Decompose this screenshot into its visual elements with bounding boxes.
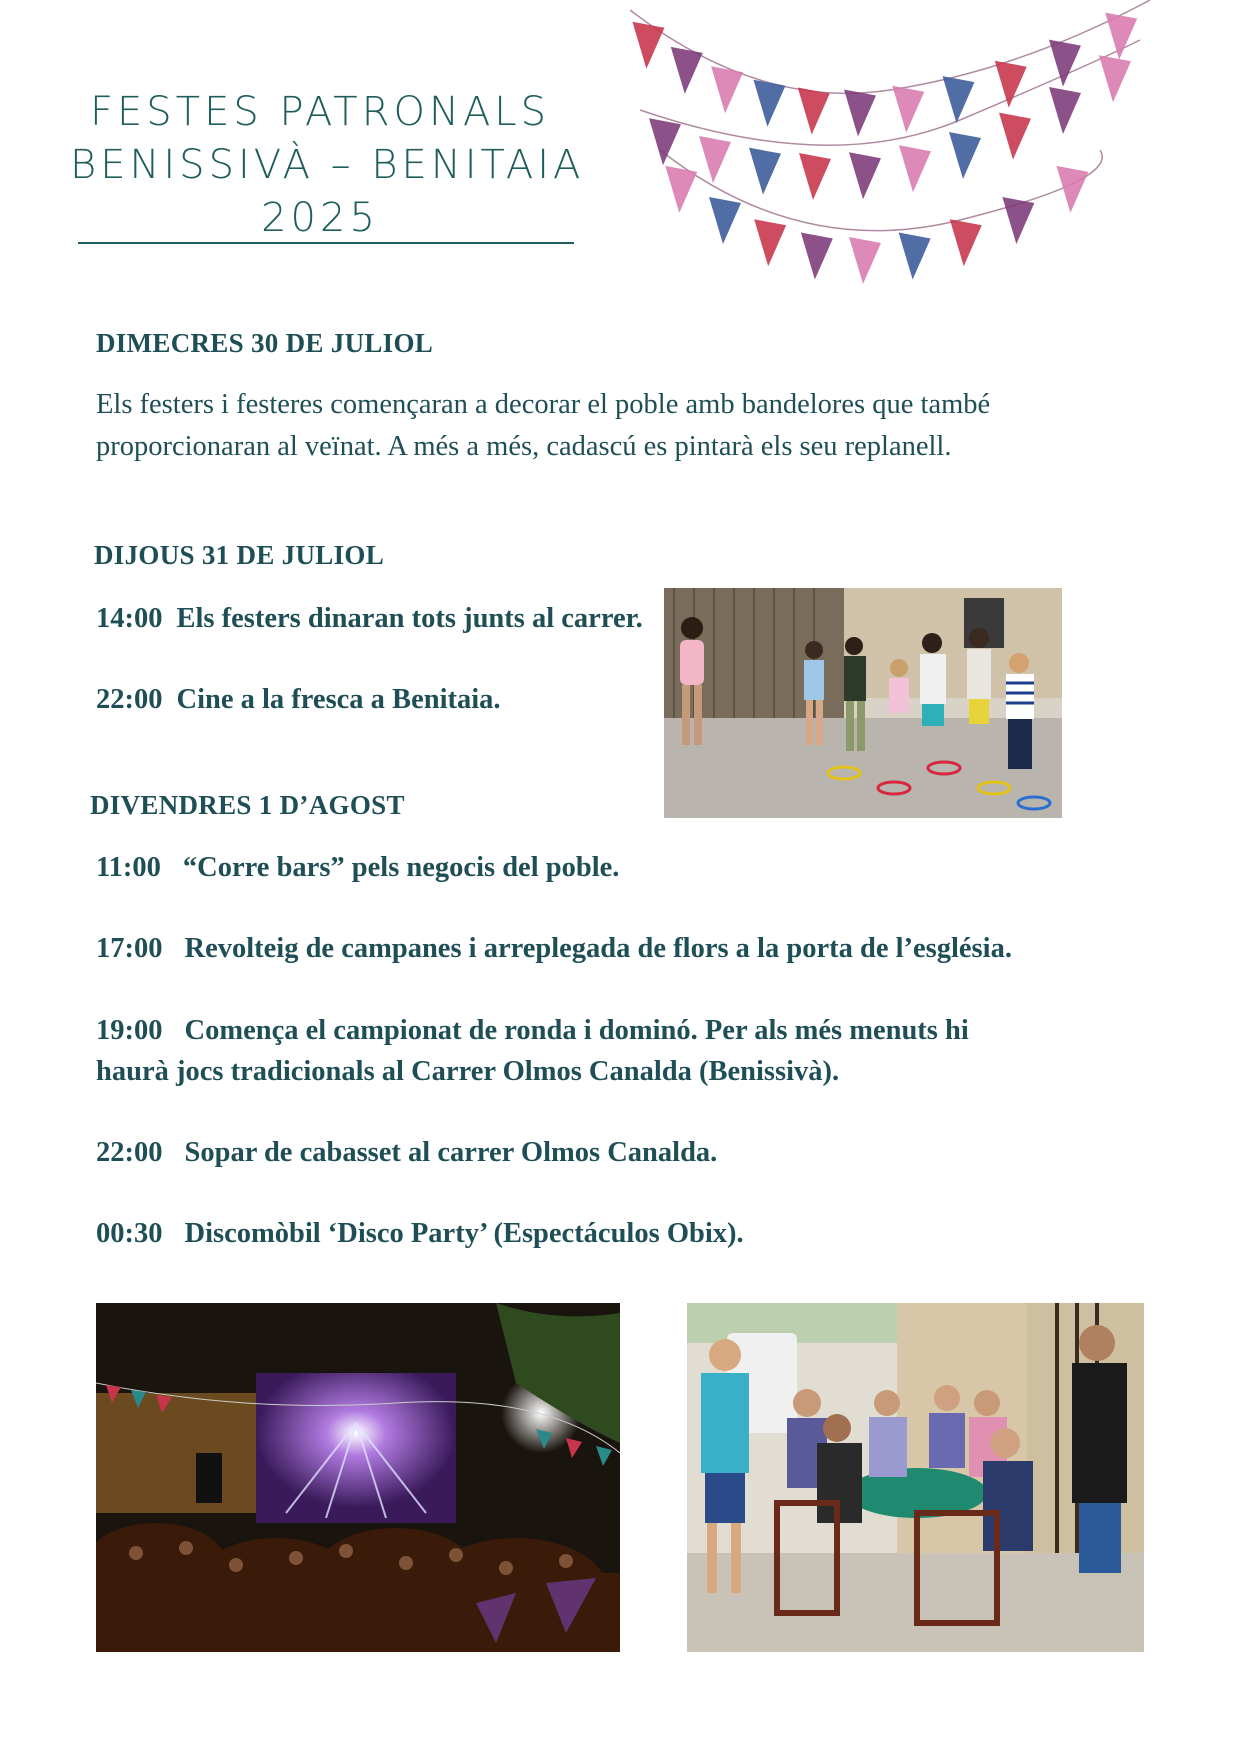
bunting-flag xyxy=(849,237,881,284)
bunting-flag xyxy=(950,219,982,266)
bunting-flag xyxy=(671,47,703,94)
event-text-continued: haurà jocs tradicionals al Carrer Olmos Canalda (Benissivà). xyxy=(96,1056,840,1087)
day-heading-thursday: DIJOUS 31 DE JULIOL xyxy=(94,540,385,570)
bunting-flag xyxy=(801,233,833,280)
bunting-flag xyxy=(1002,197,1034,244)
bunting-flag xyxy=(754,219,786,266)
bunting-icon xyxy=(630,0,1150,290)
event-time: 19:00 xyxy=(96,1015,163,1046)
wednesday-paragraph xyxy=(96,384,990,468)
event-text: Comença el campionat de ronda i dominó. Per als més menuts hi xyxy=(184,1015,969,1046)
bunting-flag xyxy=(753,80,785,127)
event-text: “Corre bars” pels negocis del poble. xyxy=(182,852,620,883)
event-time: 22:00 xyxy=(96,684,163,715)
bunting-flag xyxy=(1049,87,1081,134)
event-text: Discomòbil ‘Disco Party’ (Espectáculos Obix). xyxy=(184,1218,744,1249)
bunting-flag xyxy=(999,113,1031,160)
bunting-flag xyxy=(749,148,781,195)
bunting-flag xyxy=(844,90,876,137)
photo-children-games xyxy=(664,588,1062,818)
title-line-1: FESTES PATRONALS xyxy=(90,89,550,135)
event-item xyxy=(96,679,501,720)
event-time: 22:00 xyxy=(96,1137,163,1168)
page-title xyxy=(70,86,585,245)
title-line-2: BENISSIVÀ – BENITAIA xyxy=(70,142,585,188)
paragraph-line: proporcionaran al veïnat. A més a més, cadascú es pintarà els seu replanell. xyxy=(96,431,952,462)
bunting-flag xyxy=(699,136,731,183)
event-item xyxy=(96,847,619,888)
bunting-flag xyxy=(711,66,743,113)
event-item xyxy=(96,1010,969,1092)
bunting-flag xyxy=(849,152,881,199)
bunting-flag xyxy=(899,145,931,192)
bunting-flag xyxy=(995,61,1027,108)
event-time: 11:00 xyxy=(96,852,161,883)
event-text: Sopar de cabasset al carrer Olmos Canalda. xyxy=(184,1137,718,1168)
bunting-flag xyxy=(798,88,830,135)
event-time: 14:00 xyxy=(96,603,163,634)
paragraph-line: Els festers i festeres començaran a decorar el poble amb bandelores que també xyxy=(96,389,991,420)
event-time: 17:00 xyxy=(96,933,163,964)
event-text: Els festers dinaran tots junts al carrer. xyxy=(176,603,643,634)
bunting-flag xyxy=(1105,13,1137,60)
bunting-flag xyxy=(709,197,741,244)
event-time: 00:30 xyxy=(96,1218,163,1249)
day-heading-friday: DIVENDRES 1 D’AGOST xyxy=(90,790,405,820)
bunting-flag xyxy=(899,233,931,280)
event-item xyxy=(96,598,643,639)
bunting-flag xyxy=(665,166,697,213)
event-item xyxy=(96,1132,717,1173)
event-item xyxy=(96,928,1012,969)
bunting-flag xyxy=(1099,55,1131,102)
bunting-flag xyxy=(799,153,831,200)
bunting-flag xyxy=(632,22,664,69)
bunting-flag xyxy=(892,86,924,133)
bunting-flag xyxy=(949,132,981,179)
bunting-flag xyxy=(649,118,681,165)
event-text: Cine a la fresca a Benitaia. xyxy=(176,684,501,715)
event-text: Revolteig de campanes i arreplegada de flors a la porta de l’església. xyxy=(184,933,1012,964)
day-heading-wednesday: DIMECRES 30 DE JULIOL xyxy=(96,328,434,358)
photo-card-game xyxy=(687,1303,1144,1652)
title-line-3: 2025 xyxy=(261,195,379,241)
title-divider xyxy=(78,242,574,244)
event-item xyxy=(96,1213,744,1254)
photo-night-concert xyxy=(96,1303,620,1652)
